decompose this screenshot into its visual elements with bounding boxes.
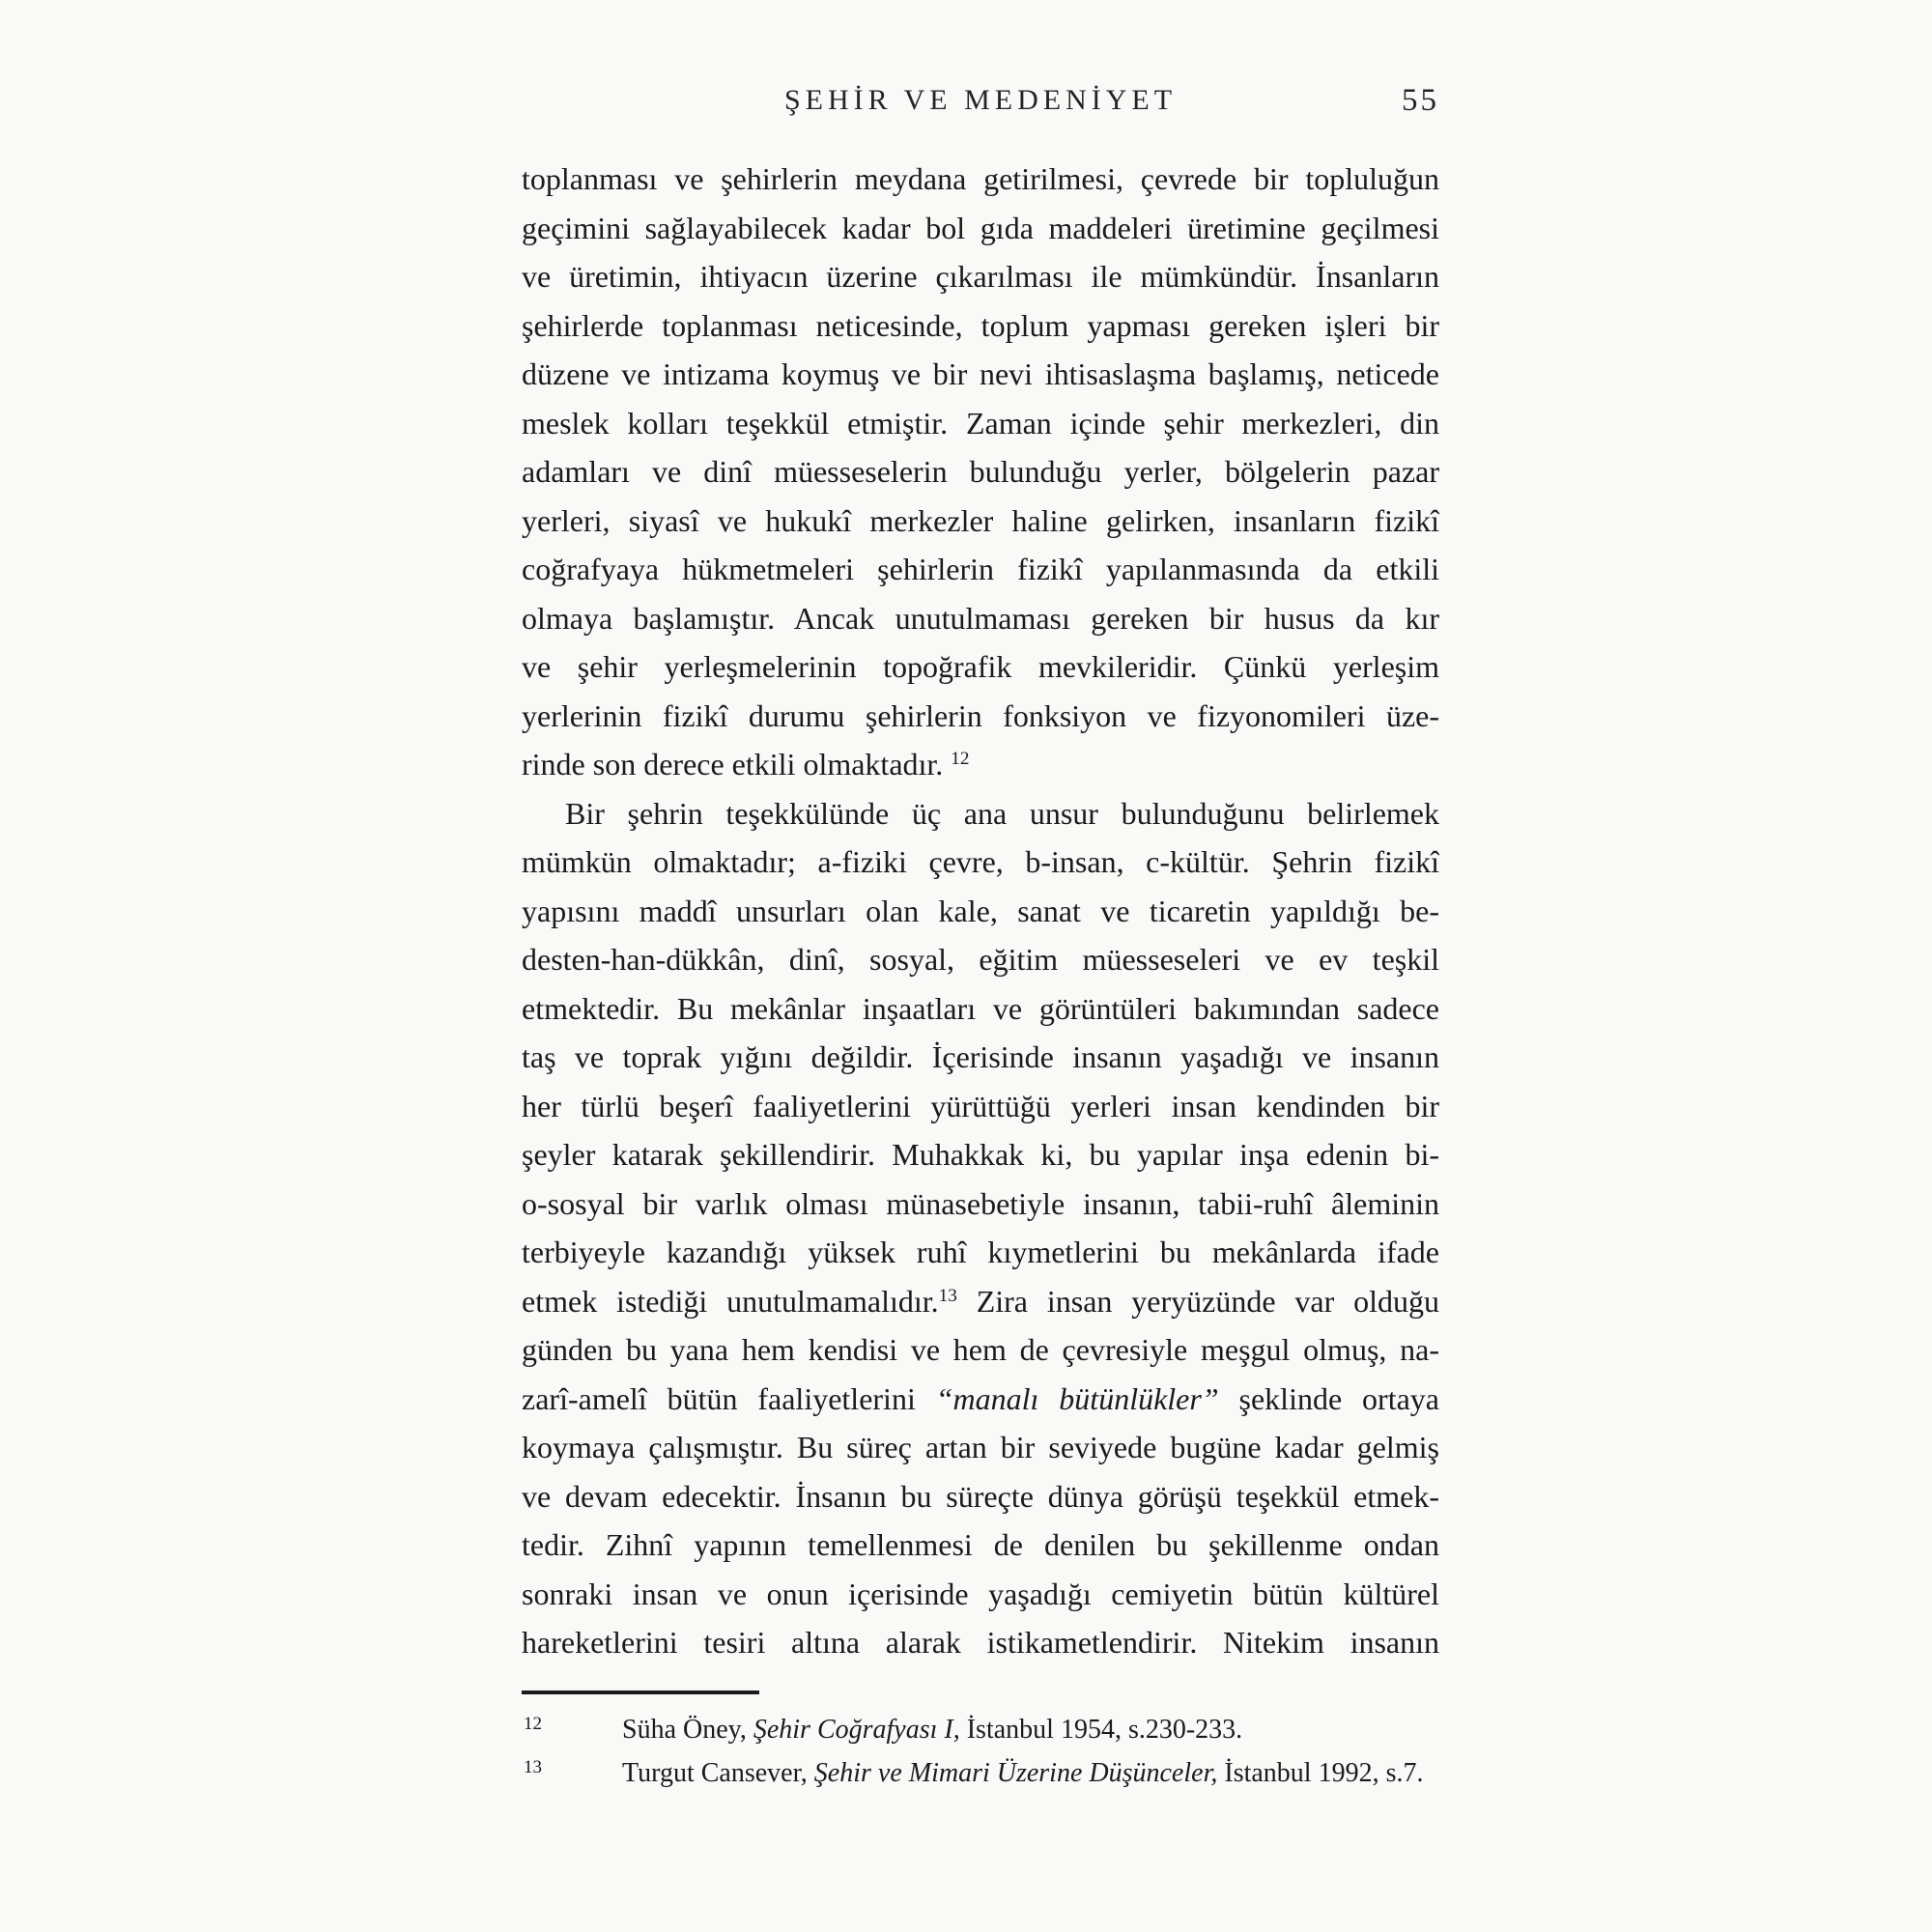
footnote-separator (522, 1690, 759, 1694)
running-header-title: ŞEHİR VE MEDENİYET (783, 84, 1178, 116)
text-segment: İstanbul 1992, s.7. (1217, 1758, 1424, 1788)
text-line (522, 838, 1439, 887)
text-segment: o-sosyal bir varlık olması münasebetiyle insanın, tabii-ruhî âleminin (522, 1185, 1439, 1221)
text-segment: meslek kolları teşekkül etmiştir. Zaman içinde şehir merkezleri, din (522, 405, 1439, 440)
text-segment: sonraki insan ve onun içerisinde yaşadığı cemiyetin bütün kültürel (522, 1576, 1439, 1611)
text-segment: yerlerinin fizikî durumu şehirlerin fonksiyon ve fizyonomileri üze- (522, 697, 1439, 733)
text-segment: ve devam edecektir. İnsanın bu süreçte dünya görüşü teşekkül etmek- (522, 1478, 1439, 1514)
text-segment: şeklinde ortaya (1218, 1380, 1439, 1416)
text-line (522, 447, 1439, 497)
text-line (522, 1179, 1439, 1229)
text-line (522, 594, 1439, 643)
text-segment: ve şehir yerleşmelerinin topoğrafik mevkileridir. Çünkü yerleşim (522, 649, 1439, 684)
footnote-text (622, 1715, 1242, 1745)
text-segment: şehirlerde toplanması neticesinde, toplum yapması gereken işleri bir (522, 307, 1439, 343)
text-line (522, 1520, 1439, 1570)
text-segment: terbiyeyle kazandığı yüksek ruhî kıymetlerini bu mekânlarda ifade (522, 1235, 1439, 1269)
text-segment: toplanması ve şehirlerin meydana getirilmesi, çevrede bir topluluğun (522, 161, 1439, 196)
text-line (522, 1375, 1439, 1424)
text-segment: günden bu yana hem kendisi ve hem de çevresiyle meşgul olmuş, na- (522, 1332, 1439, 1367)
text-line (522, 399, 1439, 448)
text-segment: Bir şehrin teşekkülünde üç ana unsur bulunduğunu belirlemek (565, 795, 1439, 831)
footnotes (522, 1708, 1468, 1795)
text-line (522, 789, 1439, 838)
text-segment: zarî-amelî bütün faaliyetlerini (522, 1380, 936, 1416)
footnote-ref: 12 (951, 749, 970, 770)
text-segment: desten-han-dükkân, dinî, sosyal, eğitim müesseseleri ve ev teşkil (522, 942, 1439, 977)
text-segment: coğrafyaya hükmetmeleri şehirlerin fizikî yapılanmasında da etkili (522, 552, 1439, 586)
text-line (522, 1570, 1439, 1619)
text-line (522, 935, 1439, 984)
text-segment: Turgut Cansever, (622, 1758, 814, 1788)
text-line (522, 350, 1439, 399)
text-line (522, 497, 1439, 546)
footnote-number: 13 (524, 1757, 542, 1777)
text-segment: adamları ve dinî müesseselerin bulunduğu yerler, bölgelerin pazar (522, 454, 1439, 489)
text-segment: mümkün olmaktadır; a-fiziki çevre, b-insan, c-kültür. Şehrin fizikî (522, 844, 1439, 879)
text-segment: yapısını maddî unsurları olan kale, sanat ve ticaretin yapıldığı be- (522, 893, 1439, 928)
text-line (522, 642, 1439, 692)
text-segment: Süha Öney, (622, 1715, 753, 1745)
text-segment: şeyler katarak şekillendirir. Muhakkak ki, bu yapılar inşa edenin bi- (522, 1137, 1439, 1172)
text-segment: düzene ve intizama koymuş ve bir nevi ihtisaslaşma başlamış, neticede (522, 356, 1439, 391)
text-line (522, 252, 1439, 301)
page-number: 55 (1402, 83, 1439, 118)
page-header (522, 81, 1439, 124)
text-segment: taş ve toprak yığını değildir. İçerisinde insanın yaşadığı ve insanın (522, 1039, 1439, 1074)
text-segment: hareketlerini tesiri altına alarak istikametlendirir. Nitekim insanın (522, 1625, 1439, 1660)
text-line (522, 1277, 1439, 1326)
text-line (522, 1033, 1439, 1082)
text-segment: Şehir Coğrafyası I, (753, 1715, 960, 1745)
text-segment: ve üretimin, ihtiyacın üzerine çıkarılması ile mümkündür. İnsanların (522, 259, 1439, 294)
text-line (522, 1618, 1439, 1667)
footnote-number: 12 (524, 1714, 542, 1734)
text-segment: geçimini sağlayabilecek kadar bol gıda maddeleri üretimine geçilmesi (522, 210, 1439, 245)
text-segment: tedir. Zihnî yapının temellenmesi de denilen bu şekillenme ondan (522, 1527, 1439, 1562)
footnote (522, 1708, 1468, 1751)
text-line (522, 301, 1439, 351)
text-segment: etmek istediği unutulmamalıdır. (522, 1283, 939, 1319)
footnote-ref: 13 (938, 1285, 957, 1306)
text-segment: rinde son derece etkili olmaktadır. (522, 747, 952, 781)
text-line (522, 1423, 1439, 1472)
text-line (522, 692, 1439, 741)
text-line (522, 204, 1439, 253)
footnote-text (622, 1758, 1423, 1788)
text-line (522, 887, 1439, 936)
text-segment: olmaya başlamıştır. Ancak unutulmaması gereken bir husus da kır (522, 600, 1439, 636)
text-segment: Zira insan yeryüzünde var olduğu (956, 1283, 1439, 1319)
text-line (522, 545, 1439, 594)
text-line (522, 155, 1439, 204)
body-text (522, 155, 1439, 1667)
text-line (522, 984, 1439, 1034)
text-segment: etmektedir. Bu mekânlar inşaatları ve görüntüleri bakımından sadece (522, 990, 1439, 1026)
text-line (522, 1472, 1439, 1521)
text-line (522, 1082, 1439, 1131)
footnote (522, 1751, 1468, 1795)
text-segment: Şehir ve Mimari Üzerine Düşünceler, (813, 1758, 1218, 1788)
text-line (522, 1130, 1439, 1179)
text-line (522, 1228, 1439, 1277)
text-segment: her türlü beşerî faaliyetlerini yürüttüğü yerleri insan kendinden bir (522, 1088, 1439, 1123)
text-segment: “manalı bütünlükler” (935, 1380, 1219, 1416)
text-line (522, 740, 1439, 789)
text-segment: koymaya çalışmıştır. Bu süreç artan bir seviyede bugüne kadar gelmiş (522, 1430, 1439, 1464)
text-segment: İstanbul 1954, s.230-233. (959, 1715, 1243, 1745)
text-segment: yerleri, siyasî ve hukukî merkezler haline gelirken, insanların fizikî (522, 502, 1439, 538)
text-line (522, 1325, 1439, 1375)
